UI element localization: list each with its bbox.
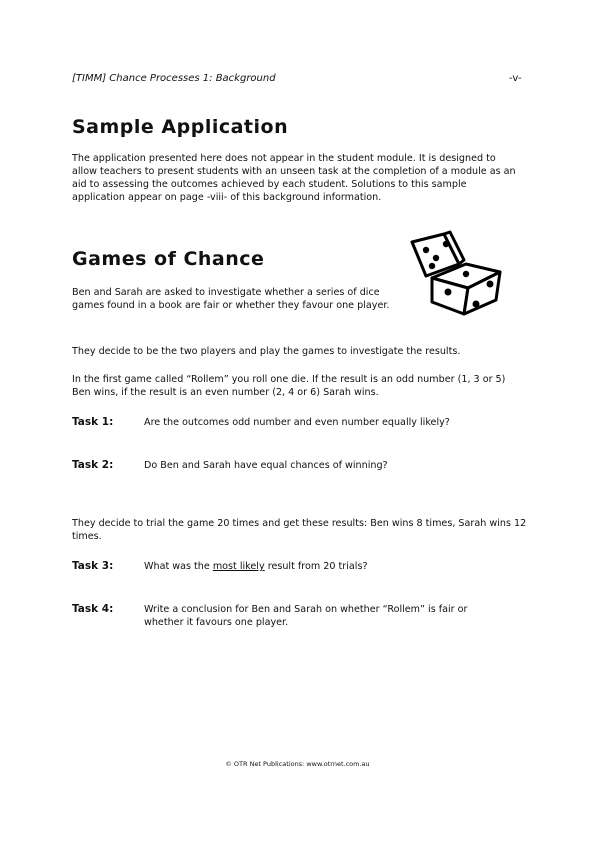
task-3-label: Task 3: xyxy=(72,560,114,572)
players-paragraph: They decide to be the two players and play the games to investigate the results. xyxy=(72,346,461,357)
task-4-label: Task 4: xyxy=(72,603,114,615)
trial-results-paragraph: They decide to trial the game 20 times and get these results: Ben wins 8 times, Sarah wins 12 times. xyxy=(72,518,527,542)
task-1-text: Are the outcomes odd number and even number equally likely? xyxy=(144,417,450,428)
rollem-rules-paragraph: In the first game called “Rollem” you roll one die. If the result is an odd number (1, 3 or 5) Ben wins, if the result is an even number (2, 4 or 6) Sarah wins. xyxy=(72,374,506,398)
task-3-emphasis: most likely xyxy=(212,561,265,572)
section-title-sample-application: Sample Application xyxy=(72,116,289,138)
page-number: -v- xyxy=(509,73,522,84)
intro-paragraph: The application presented here does not appear in the student module. It is designed to allow teachers to present students with an unseen task at the completion of a module as an aid to assessing the outcomes achieved by each student. Solutions to this sample application appear on page -viii- of this background information. xyxy=(72,153,516,203)
task-3-text xyxy=(144,560,504,573)
dice-icon xyxy=(404,228,514,318)
task-1-label: Task 1: xyxy=(72,416,114,428)
games-intro-paragraph: Ben and Sarah are asked to investigate whether a series of dice games found in a book are fair or whether they favour one player. xyxy=(72,287,390,311)
running-header: [TIMM] Chance Processes 1: Background xyxy=(72,73,276,84)
task-3-text-after: result from 20 trials? xyxy=(264,561,368,572)
task-2-text: Do Ben and Sarah have equal chances of winning? xyxy=(144,460,388,471)
task-2-label: Task 2: xyxy=(72,459,114,471)
section-title-games-of-chance: Games of Chance xyxy=(72,248,265,270)
task-4-text: Write a conclusion for Ben and Sarah on whether “Rollem” is fair or whether it favours one player. xyxy=(144,604,468,628)
copyright-footer: © OTR Net Publications: www.otrnet.com.au xyxy=(225,760,370,768)
task-3-text-before: What was the xyxy=(144,561,213,572)
